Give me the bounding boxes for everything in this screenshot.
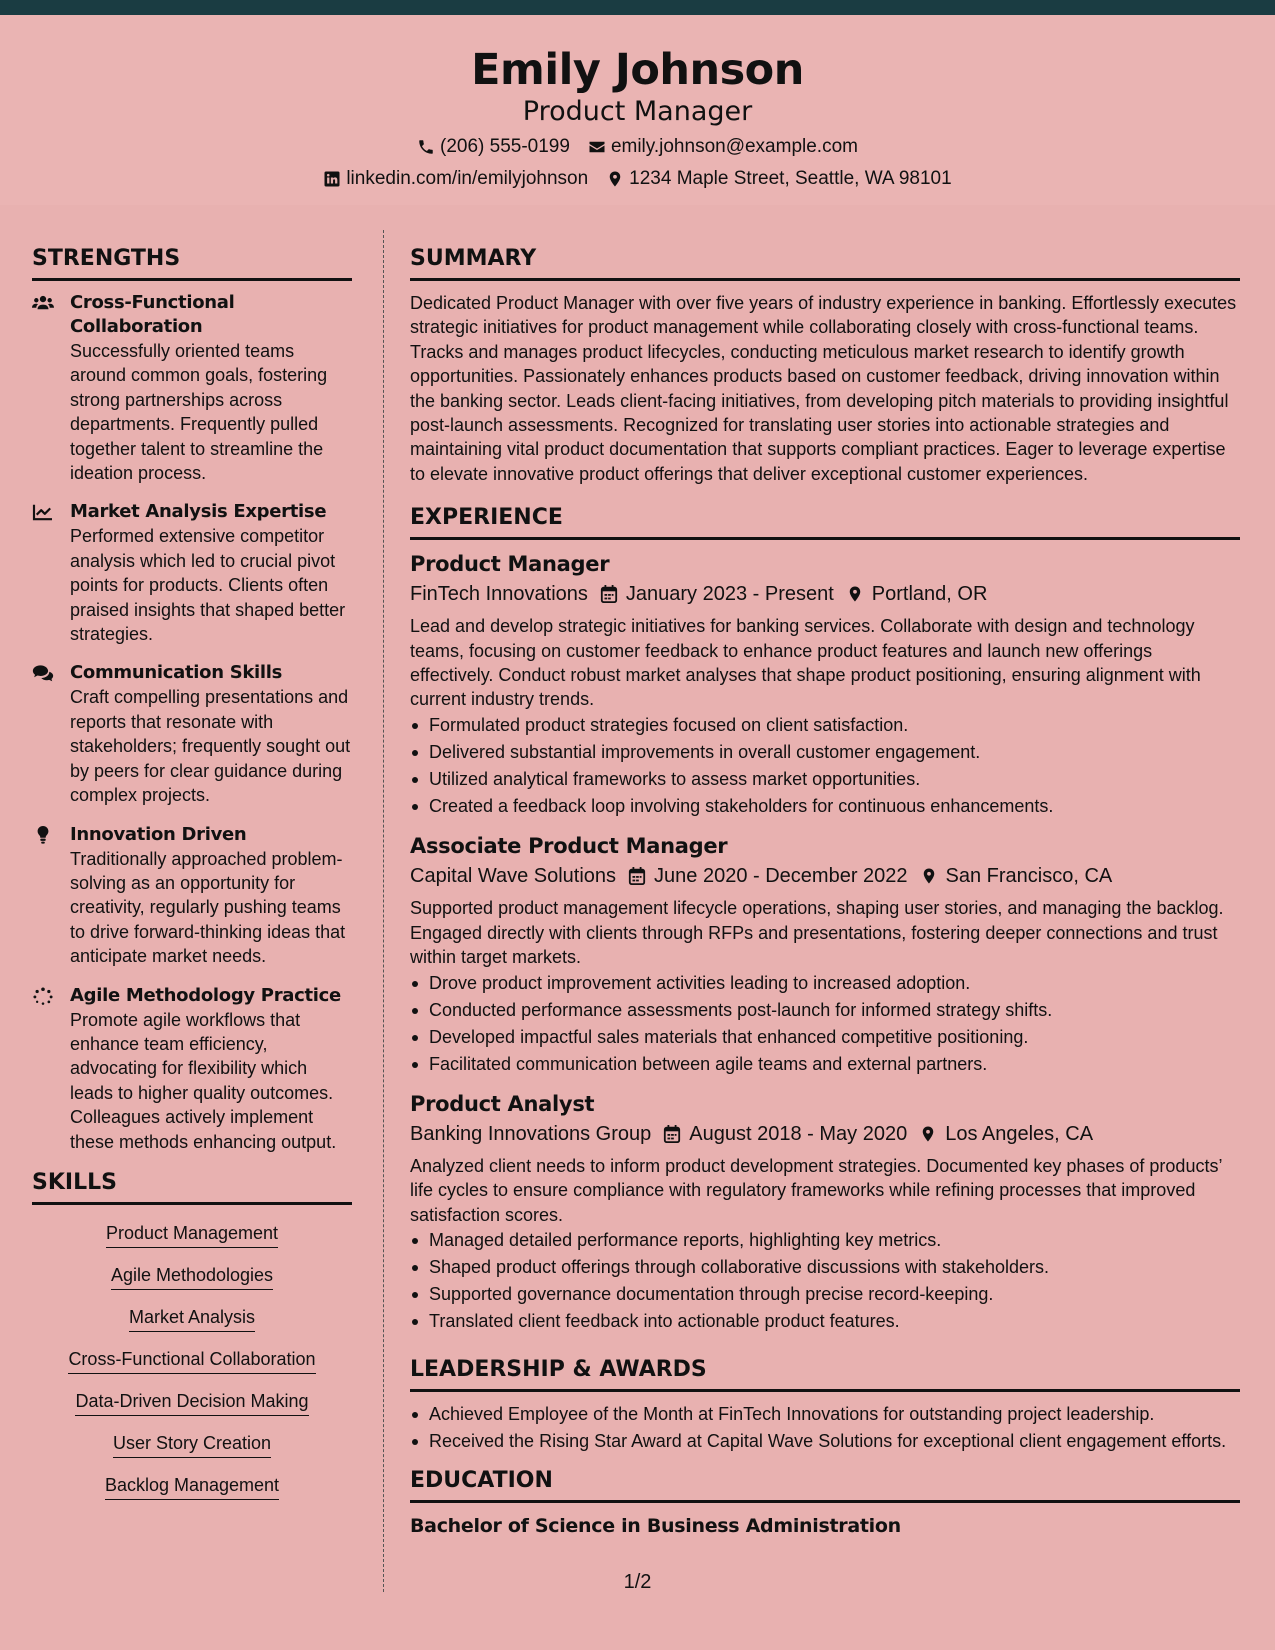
list-item: Delivered substantial improvements in overall customer engagement. [410, 740, 1240, 764]
job-bullets [410, 971, 1240, 1076]
job-location: San Francisco, CA [945, 865, 1113, 888]
left-column [32, 245, 352, 1509]
list-item: Utilized analytical frameworks to assess market opportunities. [410, 767, 1240, 791]
job-dates: June 2020 - December 2022 [654, 865, 908, 888]
job-dates: January 2023 - Present [625, 583, 834, 606]
awards-heading: LEADERSHIP & AWARDS [410, 1356, 1240, 1392]
job-title: Product Analyst [410, 1091, 595, 1116]
skills-heading: SKILLS [32, 1169, 352, 1205]
job-bullets [410, 1228, 1240, 1333]
list-item: Shaped product offerings through collaborative discussions with stakeholders. [410, 1255, 1240, 1279]
job-company: Banking Innovations Group [410, 1122, 652, 1145]
list-item: Received the Rising Star Award at Capital Wave Solutions for exceptional client engagement efforts. [410, 1429, 1240, 1453]
strength-item [32, 291, 352, 485]
strength-item [32, 661, 352, 807]
strength-title: Market Analysis Expertise [70, 501, 327, 523]
job-description: Supported product management lifecycle operations, shaping user stories, and managing the backlog. Engaged directly with clients through RFPs and presentations, fostering deeper connections and trust within target markets. [410, 898, 1224, 968]
strength-title: Agile Methodology Practice [70, 984, 341, 1006]
job-location: Los Angeles, CA [945, 1122, 1094, 1145]
skill-tag: Backlog Management [105, 1473, 279, 1500]
skill-tag: Data-Driven Decision Making [75, 1389, 308, 1416]
list-item: Developed impactful sales materials that enhanced competitive positioning. [410, 1025, 1240, 1049]
list-item: Managed detailed performance reports, highlighting key metrics. [410, 1228, 1240, 1252]
phone-icon [417, 138, 435, 156]
skill-tag: Product Management [106, 1221, 278, 1248]
strength-description: Craft compelling presentations and reports that resonate with stakeholders; frequently sought out by peers for clear guidance during complex projects. [70, 687, 351, 806]
experience-heading: EXPERIENCE [410, 504, 1240, 540]
map-marker-icon [919, 1124, 937, 1144]
envelope-icon [588, 138, 606, 156]
list-item: Formulated product strategies focused on client satisfaction. [410, 713, 1240, 737]
list-item: Conducted performance assessments post-launch for informed strategy shifts. [410, 998, 1240, 1022]
right-column [410, 245, 1240, 1539]
map-marker-icon [606, 170, 624, 188]
strength-description: Traditionally approached problem-solving as an opportunity for creativity, regularly pushing teams to drive forward-thinking ideas that anticipate market needs. [70, 848, 346, 967]
page-number: 1/2 [623, 1571, 652, 1593]
strength-item [32, 823, 352, 969]
job-location: Portland, OR [871, 583, 988, 606]
skill-tag: User Story Creation [113, 1431, 271, 1458]
list-item: Facilitated communication between agile teams and external partners. [410, 1052, 1240, 1076]
strength-description: Performed extensive competitor analysis which led to crucial pivot points for products. Clients often praised insights that shaped better strategies. [70, 526, 346, 645]
resume-header [0, 15, 1275, 205]
job-title: Associate Product Manager [410, 834, 728, 859]
strength-description: Promote agile workflows that enhance team efficiency, advocating for flexibility which leads to higher quality outcomes. Colleagues actively implement these methods enhancing output. [70, 1009, 337, 1152]
address-contact [606, 166, 952, 192]
job-entry [410, 1090, 1240, 1334]
job-entry [410, 832, 1240, 1076]
address-text: 1234 Maple Street, Seattle, WA 98101 [629, 168, 952, 189]
linkedin-contact[interactable] [323, 166, 588, 192]
map-marker-icon [846, 584, 864, 604]
strength-description: Successfully oriented teams around common goals, fostering strong partnerships across departments. Frequently pulled together talent to streamline the ideation process. [70, 341, 328, 484]
chart-line-icon [32, 503, 54, 521]
email-text[interactable]: emily.johnson@example.com [610, 136, 858, 157]
linkedin-icon [323, 170, 341, 188]
strength-item [32, 984, 352, 1154]
strength-item [32, 500, 352, 646]
job-dates: August 2018 - May 2020 [689, 1122, 908, 1145]
job-bullets [410, 713, 1240, 818]
list-item: Drove product improvement activities leading to increased adoption. [410, 971, 1240, 995]
skill-tag: Market Analysis [129, 1305, 255, 1332]
job-entry [410, 550, 1240, 818]
education-heading: EDUCATION [410, 1467, 1240, 1503]
education-degree: Bachelor of Science in Business Administration [410, 1514, 901, 1537]
calendar-icon [600, 584, 618, 604]
candidate-title: Product Manager [522, 96, 753, 127]
list-item: Translated client feedback into actionable product features. [410, 1309, 1240, 1333]
list-item: Supported governance documentation through precise record-keeping. [410, 1282, 1240, 1306]
job-meta [410, 862, 1240, 890]
job-company: FinTech Innovations [410, 583, 588, 606]
strength-title: Innovation Driven [70, 823, 247, 845]
job-meta [410, 580, 1240, 608]
map-marker-icon [920, 866, 938, 886]
spinner-icon [32, 987, 54, 1005]
list-item: Achieved Employee of the Month at FinTech Innovations for outstanding project leadership. [410, 1402, 1240, 1426]
job-company: Capital Wave Solutions [410, 865, 617, 888]
linkedin-text[interactable]: linkedin.com/in/emilyjohnson [346, 168, 589, 189]
top-accent-bar [0, 0, 1275, 15]
job-description: Lead and develop strategic initiatives for banking services. Collaborate with design and technology teams, focusing on customer feedback to enhance product features and launch new offerings effectively. Conduct robust market analyses that shape product positioning, ensuring alignment with current industry trends. [410, 616, 1201, 710]
job-meta [410, 1120, 1240, 1148]
awards-list [410, 1402, 1240, 1453]
strength-title: Cross-Functional Collaboration [70, 292, 235, 337]
contact-row-1 [0, 134, 1275, 160]
skill-tag: Cross-Functional Collaboration [68, 1347, 315, 1374]
summary-text: Dedicated Product Manager with over five years of industry experience in banking. Effortlessly executes strategic initiatives for product management while collaborating closely with cross-functional teams. Tracks and manages product lifecycles, conducting meticulous market research to identify growth opportunities. Passionately enhances products based on customer feedback, driving innovation within the banking sector. Leads client-facing initiatives, from developing pitch materials to providing insightful post-launch assessments. Recognized for translating user stories into actionable strategies and maintaining vital product documentation that supports compliant practices. Eager to leverage expertise to elevate innovative product offerings that deliver exceptional customer experiences. [410, 293, 1237, 484]
job-description: Analyzed client needs to inform product development strategies. Documented key phases of products’ life cycles to ensure compliance with regulatory frameworks while refining processes that improved satisfaction scores. [410, 1155, 1222, 1225]
candidate-name: Emily Johnson [471, 45, 804, 95]
column-divider [383, 230, 384, 1592]
lightbulb-icon [32, 826, 54, 844]
summary-heading: SUMMARY [410, 245, 1240, 281]
skills-list [32, 1215, 352, 1509]
calendar-icon [628, 866, 646, 886]
phone-text: (206) 555-0199 [440, 136, 570, 157]
strength-title: Communication Skills [70, 662, 283, 684]
skill-tag: Agile Methodologies [111, 1263, 273, 1290]
calendar-icon [663, 1124, 681, 1144]
strengths-heading: STRENGTHS [32, 245, 352, 281]
users-icon [32, 294, 54, 312]
job-title: Product Manager [410, 552, 610, 577]
phone-contact [417, 134, 570, 160]
list-item: Created a feedback loop involving stakeholders for continuous enhancements. [410, 794, 1240, 818]
contact-row-2 [0, 166, 1275, 192]
email-contact[interactable] [588, 134, 858, 160]
comments-icon [32, 664, 54, 682]
